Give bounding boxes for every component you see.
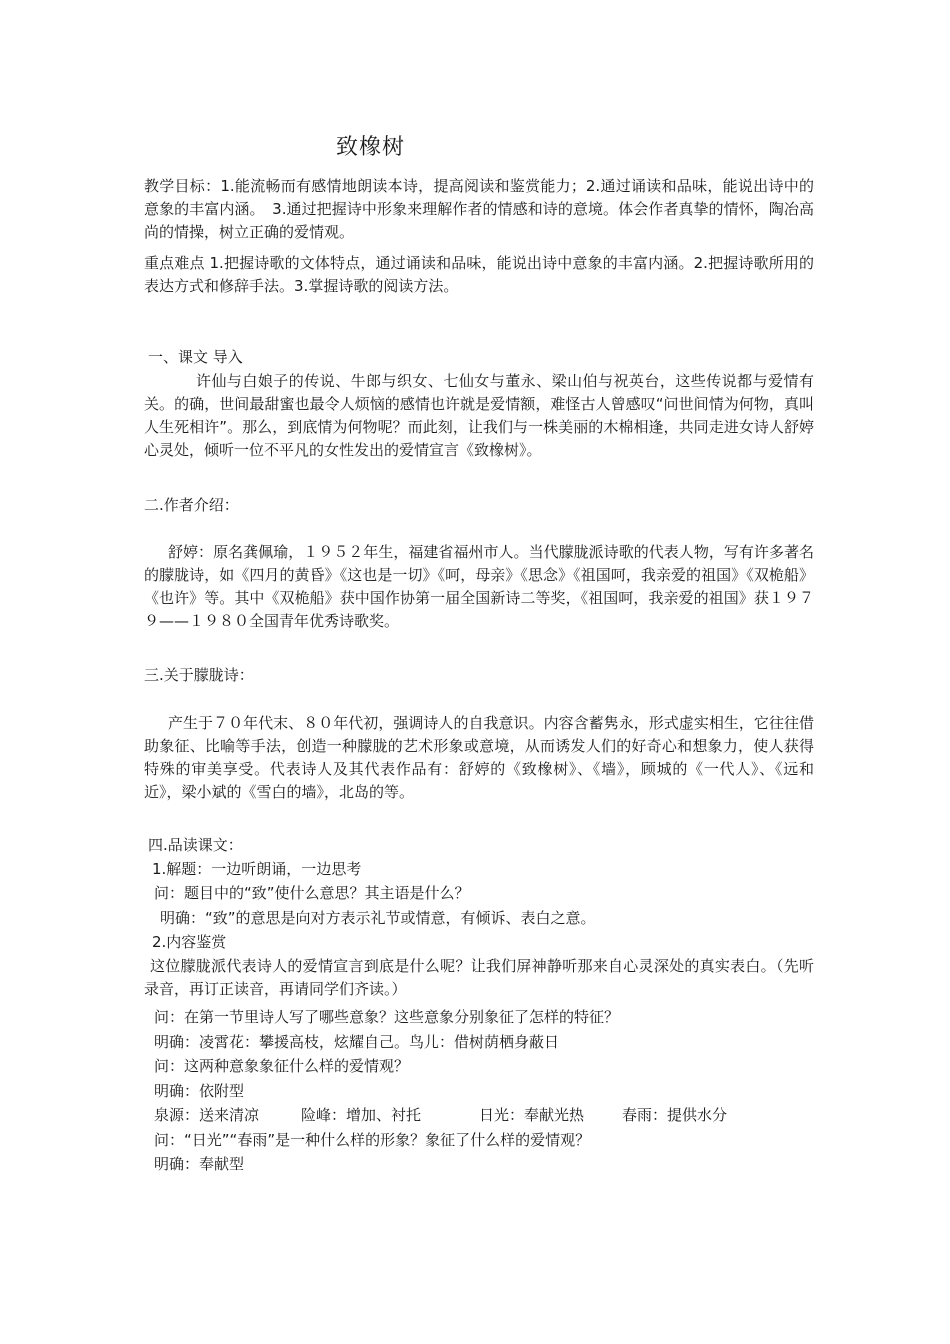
document-page — [144, 0, 814, 1344]
section1-heading: 一、课文 导入 — [148, 348, 243, 366]
section1-body: 许仙与白娘子的传说、牛郎与织女、七仙女与董永、梁山伯与祝英台，这些传说都与爱情有关。的确，世间最甜蜜也最令人烦恼的感情也许就是爱情额，难怪古人曾感叹“问世间情为何物，真叫人生死相许”。那么，到底情为何物呢？而此刻，让我们与一株美丽的木棉相逢，共同走进女诗人舒婷心灵处，倾听一位不平凡的女性发出的爱情宣言《致橡树》。 — [144, 372, 814, 459]
section4-heading: 四.品读课文： — [148, 836, 243, 854]
section4-sub1: 1.解题：一边听朗诵，一边思考 — [152, 860, 362, 878]
section4-question-3: 问：这两种意象象征什么样的爱情观？ — [154, 1057, 410, 1075]
section4-answer-2: 明确：凌霄花：攀援高枝，炫耀自己。鸟儿：借树荫栖身蔽日 — [154, 1033, 560, 1051]
section4-answer-3: 明确：依附型 — [154, 1082, 245, 1100]
section4-answer-1: 明确：“致”的意思是向对方表示礼节或情意，有倾诉、表白之意。 — [160, 909, 596, 927]
section2-heading: 二.作者介绍： — [144, 496, 239, 514]
section4-intro: 这位朦胧派代表诗人的爱情宣言到底是什么呢？让我们屏神静听那来自心灵深处的真实表白。（先听录音，再订正读音，再请同学们齐读。） — [144, 957, 814, 998]
section4-sub2: 2.内容鉴赏 — [152, 933, 227, 951]
imagery-item: 春雨：提供水分 — [622, 1106, 728, 1124]
imagery-item: 日光：奉献光热 — [479, 1106, 585, 1124]
section3-body: 产生于７０年代末、８０年代初，强调诗人的自我意识。内容含蓄隽永，形式虚实相生，它往往借助象征、比喻等手法，创造一种朦胧的艺术形象或意境，从而诱发人们的好奇心和想象力，使人获得特殊的审美享受。代表诗人及其代表作品有：舒婷的《致橡树》、《墙》，顾城的《一代人》、《远和近》，梁小斌的《雪白的墙》，北岛的等。 — [144, 714, 814, 801]
key-points: 重点难点 1.把握诗歌的文体特点，通过诵读和品味，能说出诗中意象的丰富内涵。2.把握诗歌所用的表达方式和修辞手法。3.掌握诗歌的阅读方法。 — [144, 254, 814, 295]
section2-body: 舒婷：原名龚佩瑜，１９５２年生，福建省福州市人。当代朦胧派诗歌的代表人物，写有许多著名的朦胧诗，如《四月的黄昏》《这也是一切》《呵，母亲》《思念》《祖国呵，我亲爱的祖国》《双桅船》《也许》等。其中《双桅船》获中国作协第一届全国新诗二等奖，《祖国呵，我亲爱的祖国》获１９７９——１９８０全国青年优秀诗歌奖。 — [144, 543, 814, 630]
section3-heading: 三.关于朦胧诗： — [144, 666, 254, 684]
page-title: 致橡树 — [336, 135, 406, 160]
imagery-item: 险峰：增加、衬托 — [301, 1106, 422, 1124]
section4-question-4: 问：“日光”“春雨”是一种什么样的形象？象征了什么样的爱情观？ — [154, 1131, 591, 1149]
imagery-list — [154, 1104, 727, 1127]
teaching-objectives: 教学目标：1.能流畅而有感情地朗读本诗，提高阅读和鉴赏能力；2.通过诵读和品味，能说出诗中的意象的丰富内涵。 3.通过把握诗中形象来理解作者的情感和诗的意境。体会作者真挚的情怀，陶冶高尚的情操，树立正确的爱情观。 — [144, 177, 814, 241]
imagery-item: 泉源：送来清凉 — [154, 1106, 260, 1124]
section4-answer-4: 明确：奉献型 — [154, 1155, 245, 1173]
section4-question-2: 问：在第一节里诗人写了哪些意象？这些意象分别象征了怎样的特征？ — [154, 1008, 620, 1026]
section4-question-1: 问：题目中的“致”使什么意思？其主语是什么？ — [154, 884, 470, 902]
